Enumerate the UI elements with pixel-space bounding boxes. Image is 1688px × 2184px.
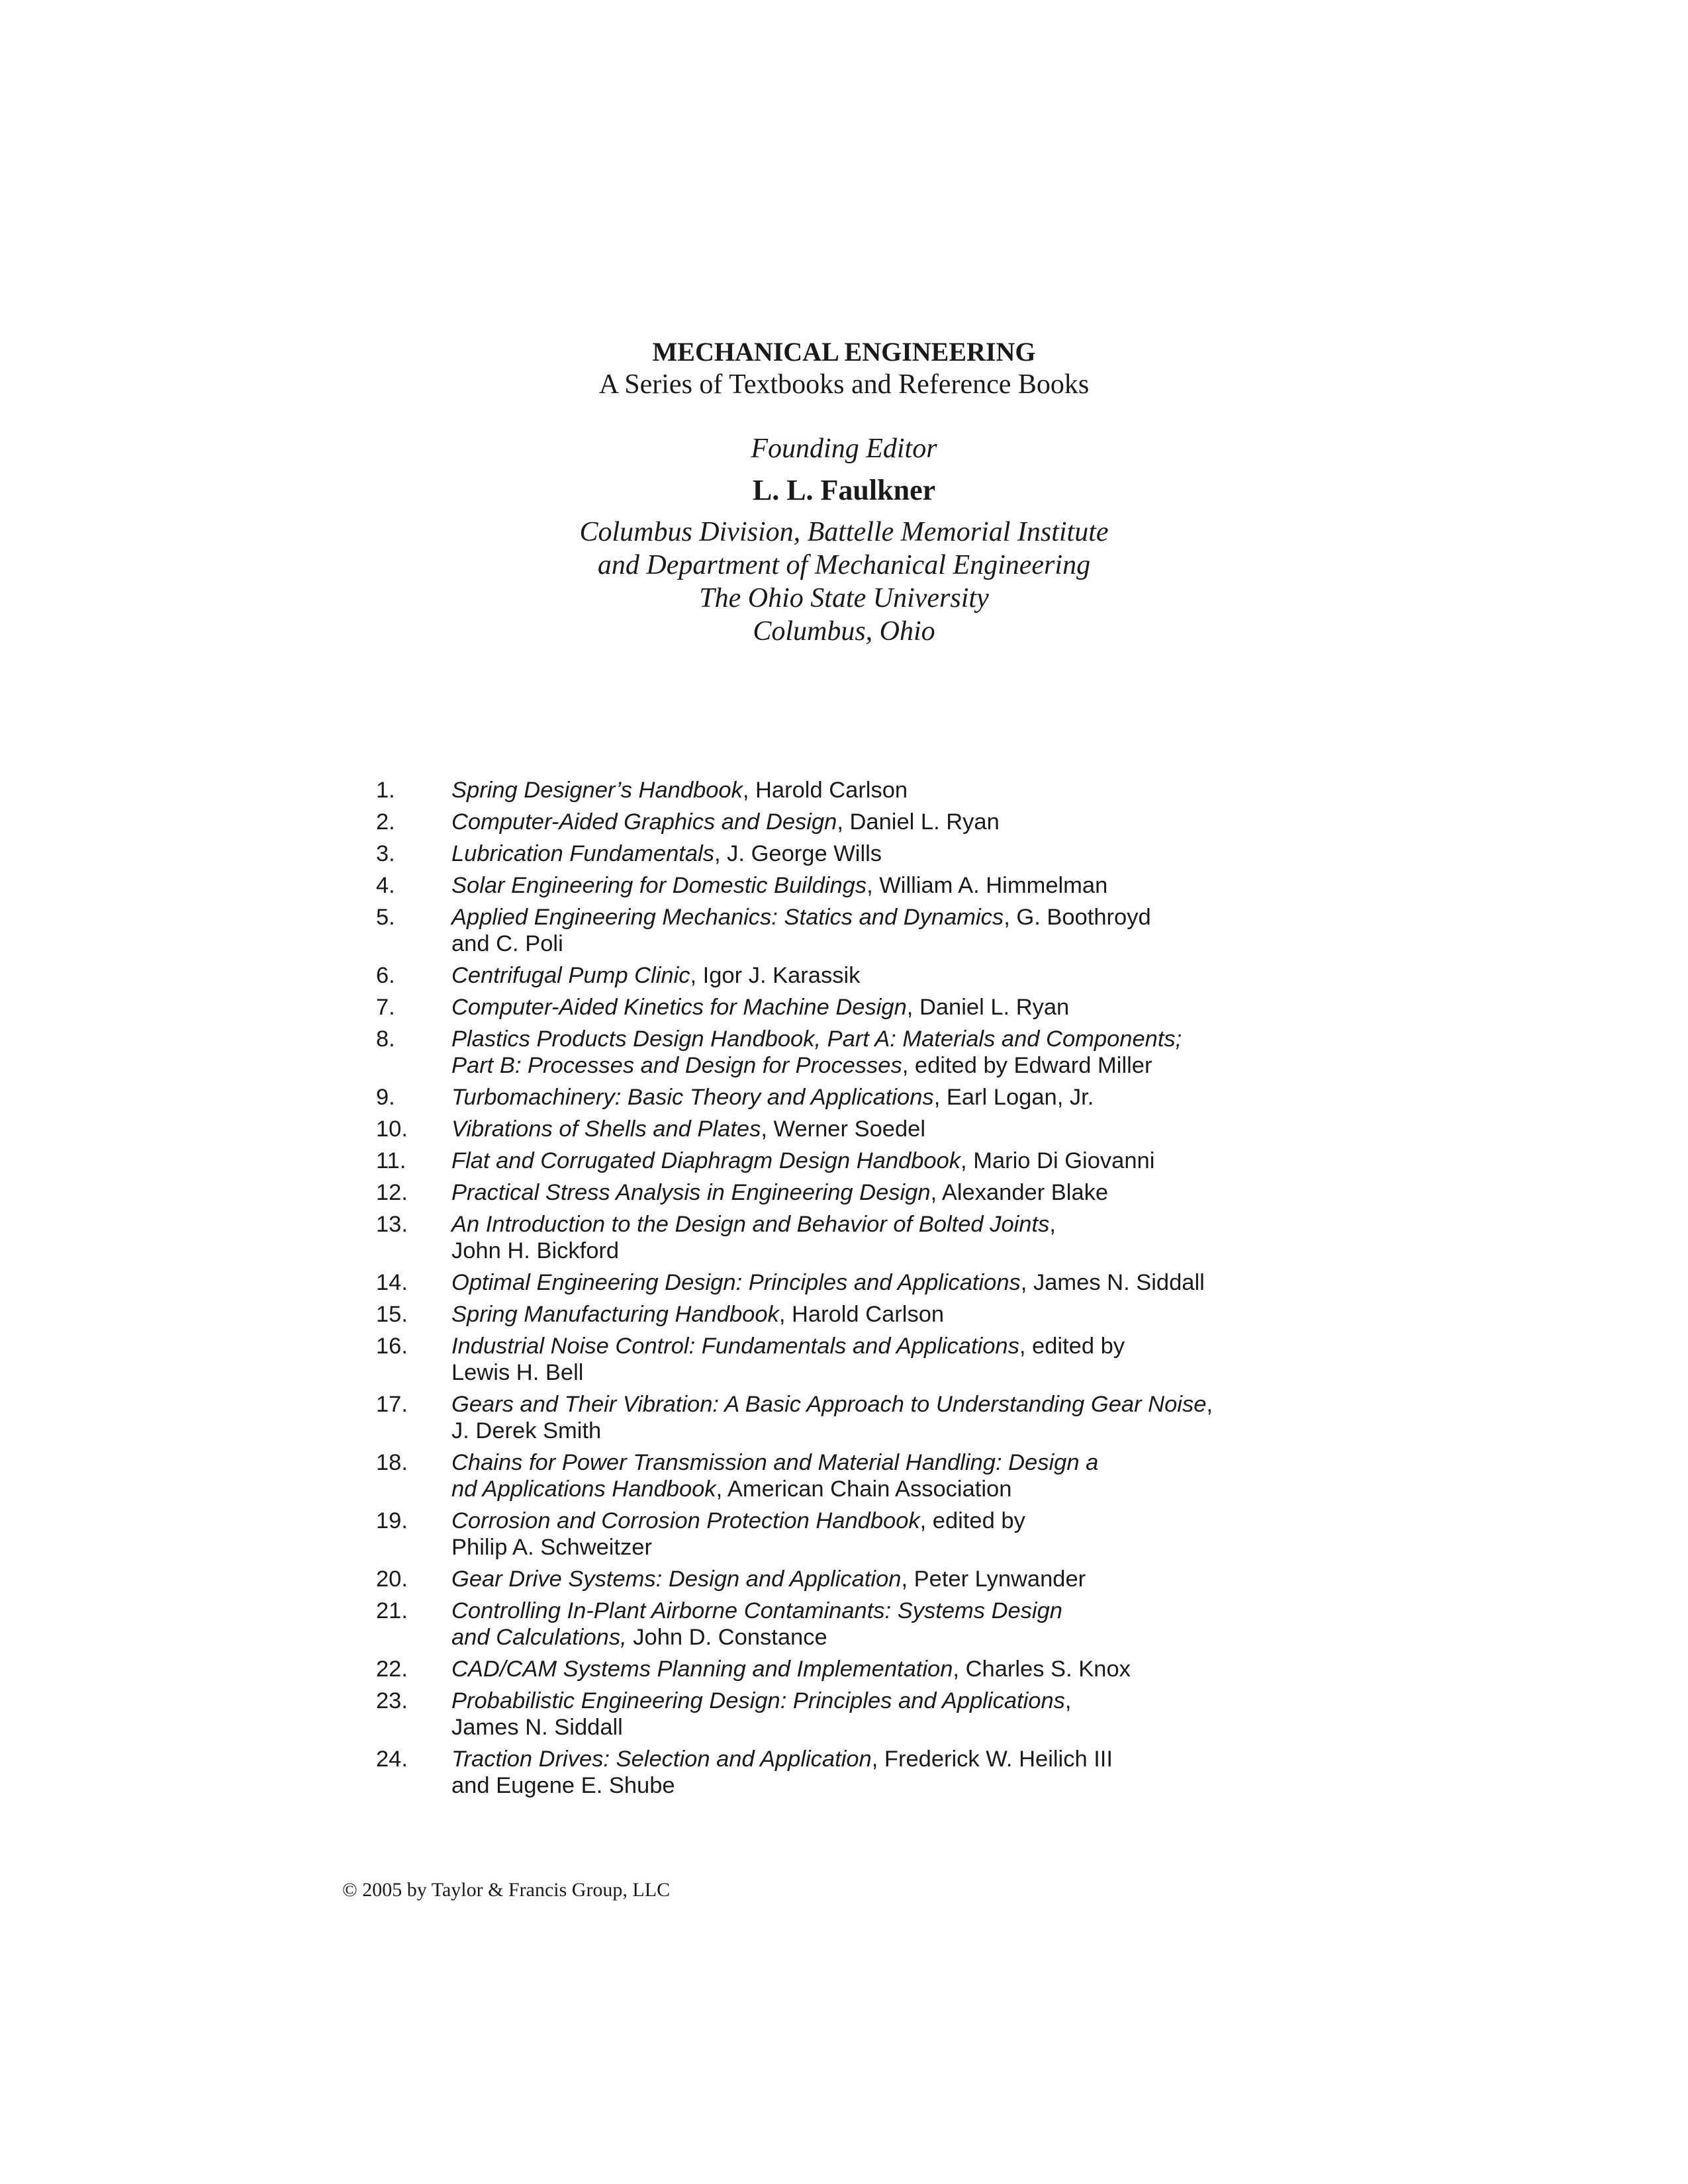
book-citation [451, 904, 1369, 957]
book-author: , Charles S. Knox [953, 1657, 1131, 1682]
affiliation-line: Columbus Division, Battelle Memorial Institute [579, 517, 1109, 547]
book-citation [451, 1179, 1369, 1206]
book-citation [451, 1449, 1369, 1502]
book-title-continued: nd Applications Handbook [451, 1477, 716, 1502]
book-author: , Peter Lynwander [901, 1567, 1086, 1592]
book-number: 18. [376, 1450, 408, 1475]
book-author-continued: John H. Bickford [451, 1238, 620, 1263]
book-entry [376, 1508, 1369, 1561]
book-number: 11. [376, 1148, 406, 1173]
book-citation [451, 777, 1369, 803]
book-author: , William A. Himmelman [867, 873, 1108, 898]
book-title: Plastics Products Design Handbook, Part A: Materials and Components; [451, 1026, 1182, 1052]
book-citation [451, 1688, 1369, 1741]
book-entry [376, 904, 1369, 957]
book-title: Spring Designer’s Handbook [451, 778, 743, 803]
book-author-continued: J. Derek Smith [451, 1418, 602, 1443]
book-entry [376, 777, 1369, 803]
book-citation [451, 1269, 1369, 1296]
book-number: 21. [376, 1598, 408, 1623]
book-entry [376, 1449, 1369, 1502]
book-citation [451, 962, 1369, 989]
series-header [0, 336, 1688, 648]
book-number: 7. [376, 995, 395, 1020]
editor-name: L. L. Faulkner [752, 474, 936, 506]
book-title: Optimal Engineering Design: Principles and Applications [451, 1270, 1021, 1295]
book-number: 14. [376, 1270, 408, 1295]
book-entry [376, 1333, 1369, 1386]
book-number: 24. [376, 1747, 408, 1772]
book-entry [376, 1656, 1369, 1682]
book-citation [451, 994, 1369, 1021]
book-number: 5. [376, 905, 395, 930]
book-number: 8. [376, 1026, 395, 1052]
book-entry [376, 809, 1369, 835]
book-author: , Harold Carlson [778, 1302, 945, 1327]
book-title: Flat and Corrugated Diaphragm Design Handbook [451, 1148, 961, 1173]
book-title: Probabilistic Engineering Design: Principles and Applications [451, 1688, 1065, 1713]
book-title: An Introduction to the Design and Behavior of Bolted Joints [451, 1212, 1050, 1237]
book-title: Spring Manufacturing Handbook [451, 1302, 779, 1327]
book-number: 4. [376, 873, 395, 898]
book-entry [376, 1211, 1369, 1264]
book-entry [376, 872, 1369, 899]
book-author: , Harold Carlson [742, 778, 908, 803]
affiliation-line: and Department of Mechanical Engineering [597, 550, 1091, 580]
book-author: , Daniel L. Ryan [837, 809, 1000, 835]
book-citation [451, 1026, 1369, 1079]
book-title: Applied Engineering Mechanics: Statics and Dynamics [451, 905, 1004, 930]
book-entry [376, 1598, 1369, 1651]
book-author-continued: Lewis H. Bell [451, 1360, 584, 1385]
book-number: 2. [376, 809, 395, 835]
book-entry [376, 1566, 1369, 1592]
editor-affiliation [0, 516, 1688, 648]
book-title-continued: Part B: Processes and Design for Processes [451, 1053, 902, 1078]
book-title: Turbomachinery: Basic Theory and Applications [451, 1085, 934, 1110]
book-citation [451, 1211, 1369, 1264]
book-author: , Daniel L. Ryan [906, 995, 1070, 1020]
book-entry [376, 1116, 1369, 1142]
book-title: Corrosion and Corrosion Protection Handbook [451, 1508, 920, 1533]
book-author: , Frederick W. Heilich III [871, 1747, 1113, 1772]
book-citation [451, 1333, 1369, 1386]
book-author: , edited by [919, 1508, 1025, 1533]
book-number: 19. [376, 1508, 408, 1533]
book-title: Centrifugal Pump Clinic [451, 963, 690, 988]
book-entry [376, 1179, 1369, 1206]
book-number: 23. [376, 1688, 408, 1713]
book-title: Chains for Power Transmission and Material Handling: Design a [451, 1450, 1099, 1475]
book-author: , Werner Soedel [761, 1116, 925, 1142]
book-citation [451, 1301, 1369, 1328]
book-entry [376, 1269, 1369, 1296]
book-entry [376, 1391, 1369, 1444]
book-author: , Alexander Blake [930, 1180, 1109, 1205]
book-entry [376, 1301, 1369, 1328]
book-number: 12. [376, 1180, 408, 1205]
book-title: Gear Drive Systems: Design and Application [451, 1567, 902, 1592]
book-entry [376, 1148, 1369, 1174]
book-entry [376, 841, 1369, 867]
book-citation [451, 841, 1369, 867]
book-entry [376, 1084, 1369, 1111]
book-author-continued: and C. Poli [451, 931, 563, 956]
book-author: , James N. Siddall [1020, 1270, 1205, 1295]
book-citation [451, 1656, 1369, 1682]
founding-editor-label: Founding Editor [751, 433, 937, 464]
copyright-notice: © 2005 by Taylor & Francis Group, LLC [342, 1879, 671, 1901]
book-title: Computer-Aided Kinetics for Machine Design [451, 995, 907, 1020]
book-citation [451, 1746, 1369, 1799]
book-author: John D. Constance [626, 1625, 827, 1650]
book-title: Controlling In-Plant Airborne Contaminants: Systems Design [451, 1598, 1062, 1623]
book-author: , [1049, 1212, 1056, 1237]
book-entry [376, 994, 1369, 1021]
book-citation [451, 809, 1369, 835]
book-number: 16. [376, 1334, 408, 1359]
book-author: , edited by Edward Miller [902, 1053, 1152, 1078]
book-citation [451, 1598, 1369, 1651]
book-title: Computer-Aided Graphics and Design [451, 809, 837, 835]
book-title: Gears and Their Vibration: A Basic Approach to Understanding Gear Noise [451, 1392, 1207, 1417]
book-number: 22. [376, 1657, 408, 1682]
book-author: , edited by [1019, 1334, 1125, 1359]
book-title: Lubrication Fundamentals [451, 841, 714, 866]
book-title: Traction Drives: Selection and Application [451, 1747, 872, 1772]
book-citation [451, 1148, 1369, 1174]
book-author: , [1206, 1392, 1213, 1417]
book-citation [451, 1391, 1369, 1444]
book-number: 3. [376, 841, 395, 866]
book-number: 1. [376, 778, 395, 803]
book-title: Industrial Noise Control: Fundamentals and Applications [451, 1334, 1019, 1359]
book-number: 13. [376, 1212, 408, 1237]
book-entry [376, 1746, 1369, 1799]
book-citation [451, 1508, 1369, 1561]
book-citation [451, 1566, 1369, 1592]
book-entry [376, 962, 1369, 989]
book-author: , [1064, 1688, 1072, 1713]
book-author-continued: James N. Siddall [451, 1715, 623, 1740]
book-author: , Igor J. Karassik [690, 963, 861, 988]
book-number: 10. [376, 1116, 408, 1142]
book-author-continued: Philip A. Schweitzer [451, 1535, 652, 1560]
book-author: , Mario Di Giovanni [961, 1148, 1155, 1173]
book-citation [451, 872, 1369, 899]
book-title: Solar Engineering for Domestic Buildings [451, 873, 867, 898]
book-entry [376, 1688, 1369, 1741]
book-author: , American Chain Association [716, 1477, 1012, 1502]
book-title: Vibrations of Shells and Plates [451, 1116, 761, 1142]
book-author: , J. George Wills [714, 841, 882, 866]
affiliation-line: The Ohio State University [699, 583, 989, 614]
book-title: Practical Stress Analysis in Engineering Design [451, 1180, 931, 1205]
book-number: 20. [376, 1567, 408, 1592]
series-title: MECHANICAL ENGINEERING [652, 337, 1036, 367]
book-number: 17. [376, 1392, 408, 1417]
book-title: CAD/CAM Systems Planning and Implementation [451, 1657, 953, 1682]
book-title-continued: and Calculations, [451, 1625, 627, 1650]
affiliation-line: Columbus, Ohio [753, 616, 935, 647]
series-subtitle: A Series of Textbooks and Reference Books [598, 369, 1090, 400]
book-entry [376, 1026, 1369, 1079]
book-number: 15. [376, 1302, 408, 1327]
book-citation [451, 1084, 1369, 1111]
book-number: 6. [376, 963, 395, 988]
book-citation [451, 1116, 1369, 1142]
book-author: , G. Boothroyd [1004, 905, 1151, 930]
book-list [376, 777, 1369, 1804]
book-number: 9. [376, 1085, 395, 1110]
book-author: , Earl Logan, Jr. [933, 1085, 1094, 1110]
book-author-continued: and Eugene E. Shube [451, 1773, 675, 1798]
